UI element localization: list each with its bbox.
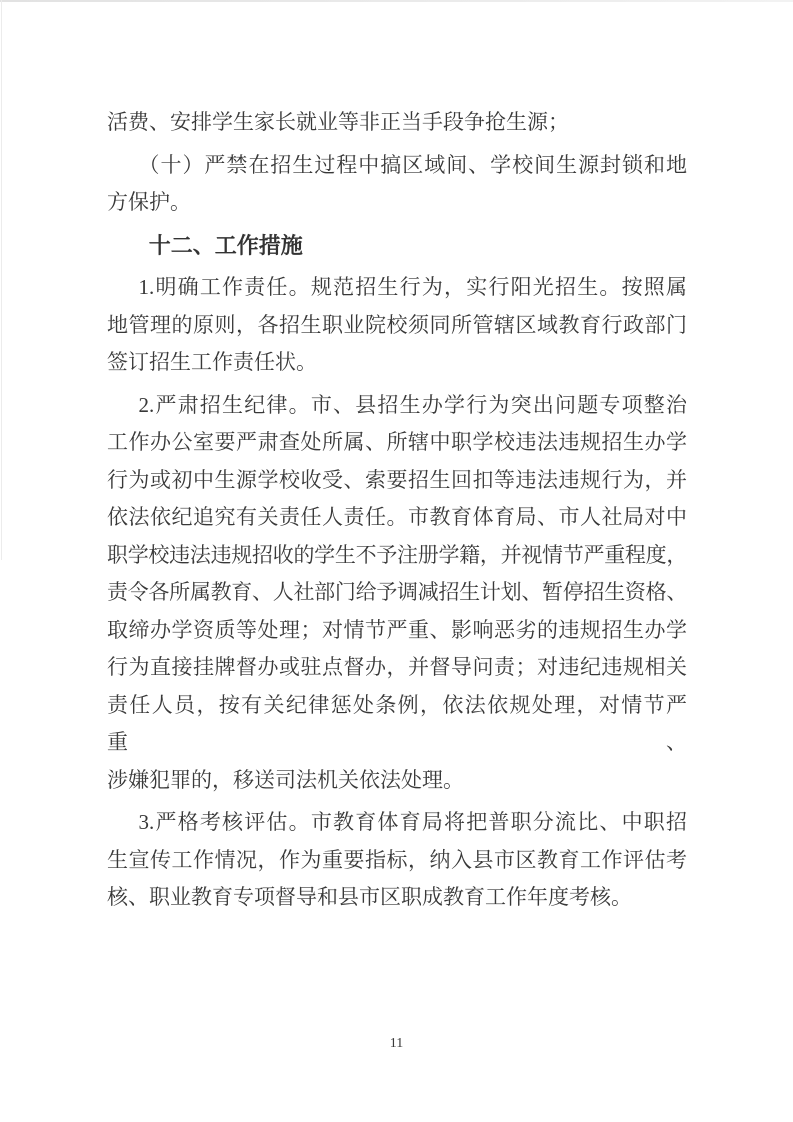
text-line: 行为或初中生源学校收受、索要招生回扣等违法违规行为，并 (107, 467, 687, 492)
text-line: 行为直接挂牌督办或驻点督办，并督导问责；对违纪违规相关 (107, 655, 687, 679)
document-body (107, 104, 687, 917)
page-number: 11 (389, 1036, 404, 1051)
text-line: 1.明确工作责任。规范招生行为，实行阳光招生。按照属 (138, 275, 687, 299)
text-line: 核、职业教育专项督导和县市区职成教育工作年度考核。 (107, 885, 632, 909)
text-line: 责任人员，按有关纪律惩处条例，依法依规处理，对情节严重、 (107, 692, 687, 754)
text-line: 职学校违法违规招收的学生不予注册学籍，并视情节严重程度， (107, 542, 687, 567)
text-line: 取缔办学资质等处理；对情节严重、影响恶劣的违规招生办学 (107, 617, 687, 642)
text-line: 依法依纪追究有关责任人责任。市教育体育局、市人社局对中 (107, 505, 687, 529)
text-line: 涉嫌犯罪的，移送司法机关依法处理。 (107, 767, 464, 792)
page-top-edge-artifact (0, 0, 793, 2)
page-left-edge-artifact (1, 0, 2, 560)
text-line: 方保护。 (107, 190, 191, 214)
text-line: 责令各所属教育、人社部门给予调减招生计划、暂停招生资格、 (107, 580, 687, 604)
section-heading: 十二、工作措施 (148, 232, 303, 258)
text-line: 生宣传工作情况，作为重要指标，纳入县市区教育工作评估考 (107, 847, 687, 872)
text-line: 2.严肃招生纪律。市、县招生办学行为突出问题专项整治 (138, 392, 687, 417)
text-line: 3.严格考核评估。市教育体育局将把普职分流比、中职招 (138, 810, 687, 834)
text-line: 签订招生工作责任状。 (107, 350, 317, 374)
text-line: 活费、安排学生家长就业等非正当手段争抢生源； (107, 110, 569, 134)
text-line: （十）严禁在招生过程中搞区域间、学校间生源封锁和地 (138, 152, 687, 177)
text-line: 地管理的原则，各招生职业院校须同所管辖区域教育行政部门 (107, 312, 687, 337)
text-line: 工作办公室要严肃查处所属、所辖中职学校违法违规招生办学 (107, 430, 687, 454)
